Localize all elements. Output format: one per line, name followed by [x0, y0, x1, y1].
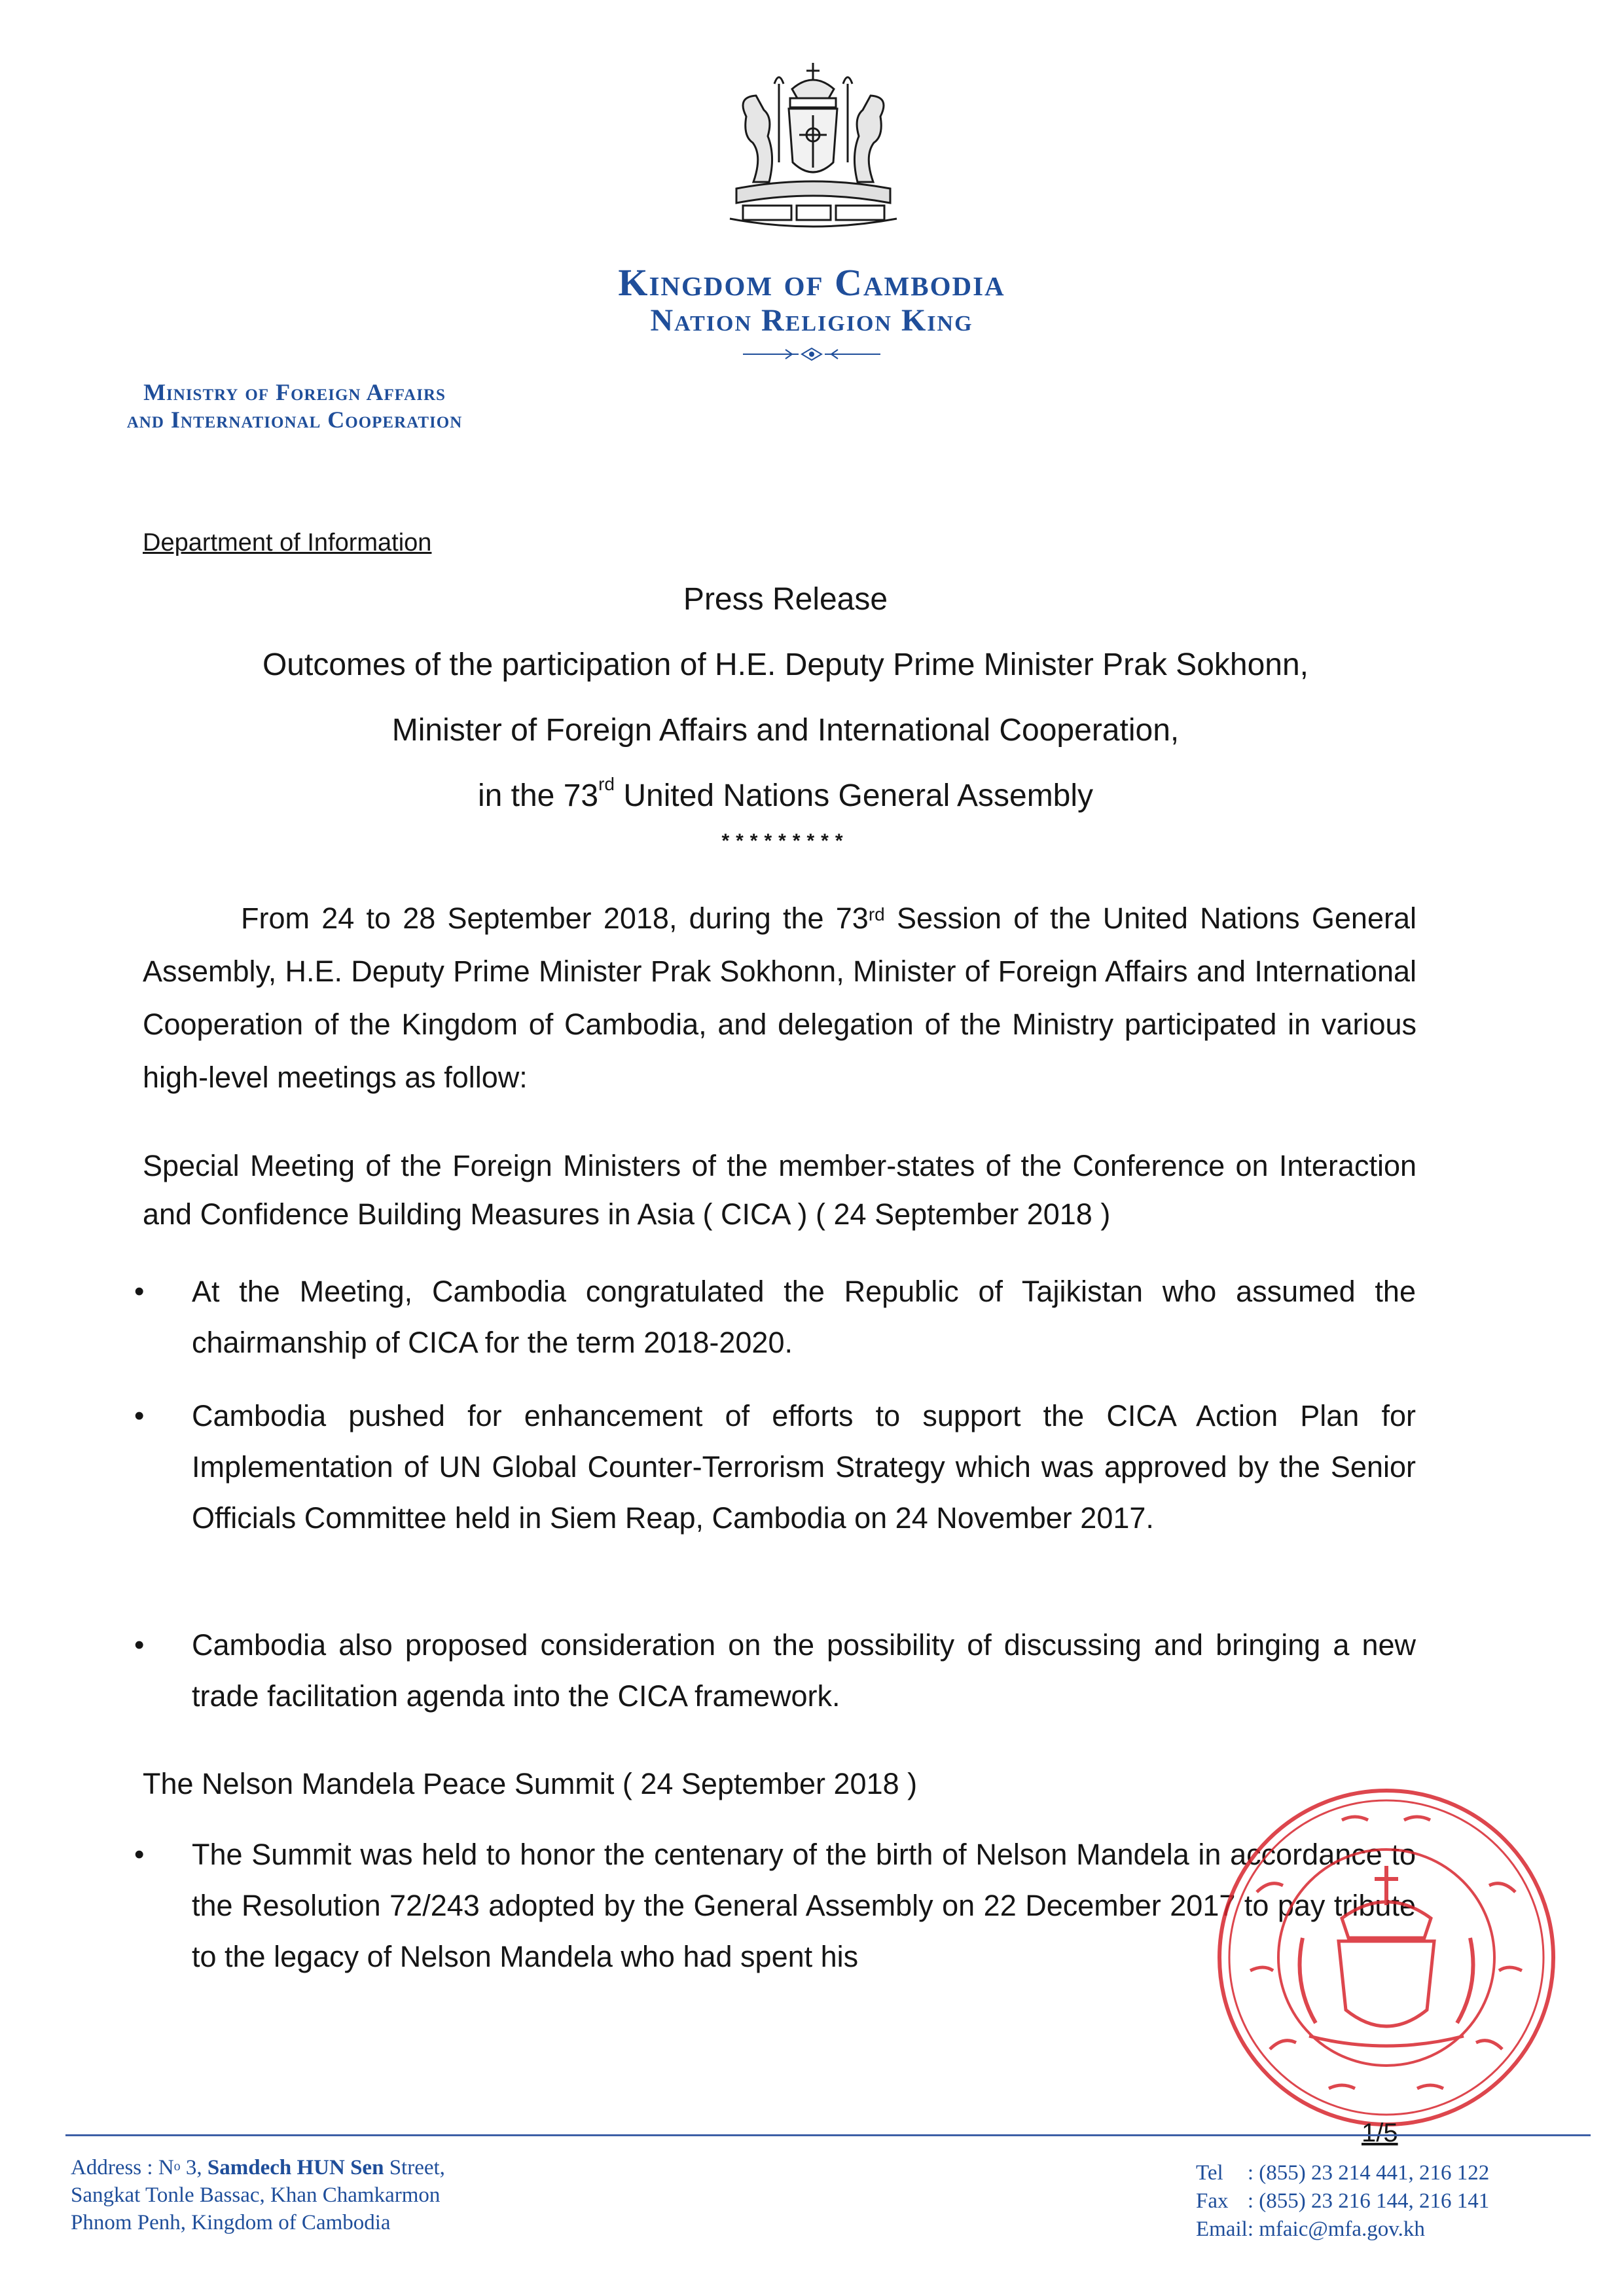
- royal-arms-emblem-icon: [717, 58, 910, 247]
- bullet-icon: •: [134, 1400, 145, 1432]
- email-label: Email: [1196, 2217, 1248, 2241]
- list-item: • The Summit was held to honor the centenary of the birth of Nelson Mandela in accordance to the Resolution 72/243 adopted by the General Assembly on 22 December 2017 to pay tribute to the legacy of Nelson Mandela who had spent his: [192, 1829, 1416, 1982]
- fax-value: : (855) 23 216 144, 216 141: [1247, 2189, 1490, 2213]
- page-number: 1/5: [1362, 2119, 1398, 2147]
- address-line-2: Sangkat Tonle Bassac, Khan Chamkarmon: [71, 2183, 441, 2207]
- bullet-icon: •: [134, 1275, 145, 1307]
- ministry-name-line1: Ministry of Foreign Affairs: [143, 379, 446, 405]
- footer-contact: [1196, 2159, 1489, 2244]
- tel-value: : (855) 23 214 441, 216 122: [1247, 2161, 1490, 2185]
- press-release-title: Press Release: [683, 582, 888, 617]
- list-item: • Cambodia also proposed consideration on the possibility of discussing and bringing a new trade facilitation agenda into the CICA framework.: [192, 1620, 1416, 1722]
- title-line-1: Outcomes of the participation of H.E. Deputy Prime Minister Prak Sokhonn,: [262, 647, 1309, 682]
- address-line-1: Address : $N^o$ 3, Samdech HUN Sen Street,: [71, 2156, 445, 2179]
- bullet-icon: •: [134, 1838, 145, 1870]
- department-label: Department of Information: [143, 529, 432, 556]
- title-line-3: in the 73rd United Nations General Assembly: [477, 774, 1094, 813]
- list-item: • Cambodia pushed for enhancement of efforts to support the CICA Action Plan for Implementation of UN Global Counter-Terrorism Strategy which was approved by the Senior Officials Committee held in Siem Reap, Cambodia on 24 November 2017.: [192, 1391, 1416, 1544]
- title-separator-stars: *********: [721, 830, 850, 852]
- footer-divider: [65, 2134, 1591, 2136]
- section-heading-mandela: The Nelson Mandela Peace Summit ( 24 September 2018 ): [143, 1767, 918, 1800]
- title-line-2: Minister of Foreign Affairs and International Cooperation,: [391, 713, 1180, 748]
- divider-ornament-icon: [740, 346, 884, 363]
- kingdom-title: Kingdom of Cambodia: [618, 261, 1005, 304]
- bullet-icon: •: [134, 1629, 145, 1661]
- footer-address: [71, 2154, 445, 2236]
- fax-label: Fax: [1196, 2189, 1229, 2213]
- intro-paragraph: From 24 to 28 September 2018, during the 73rd Session of the United Nations General Assembly, H.E. Deputy Prime Minister Prak Sokhonn, Minister of Foreign Affairs and International Cooperation of the Kingdom of Cambodia, and delegation of the Ministry participated in various high-level meetings as follow:: [143, 902, 1416, 1094]
- kingdom-motto: Nation Religion King: [650, 303, 973, 338]
- email-value: : mfaic@mfa.gov.kh: [1247, 2217, 1425, 2241]
- list-item: • At the Meeting, Cambodia congratulated the Republic of Tajikistan who assumed the chairmanship of CICA for the term 2018-2020.: [192, 1266, 1416, 1368]
- ministry-name-line2: and International Cooperation: [126, 407, 463, 433]
- tel-label: Tel: [1196, 2161, 1223, 2185]
- official-seal-icon: [1211, 1774, 1561, 2141]
- address-line-3: Phnom Penh, Kingdom of Cambodia: [71, 2211, 391, 2234]
- section-heading-cica: Special Meeting of the Foreign Ministers of the member-states of the Conference on Interaction and Confidence Building Measures in Asia ( CICA ) ( 24 September 2018 ): [143, 1149, 1416, 1231]
